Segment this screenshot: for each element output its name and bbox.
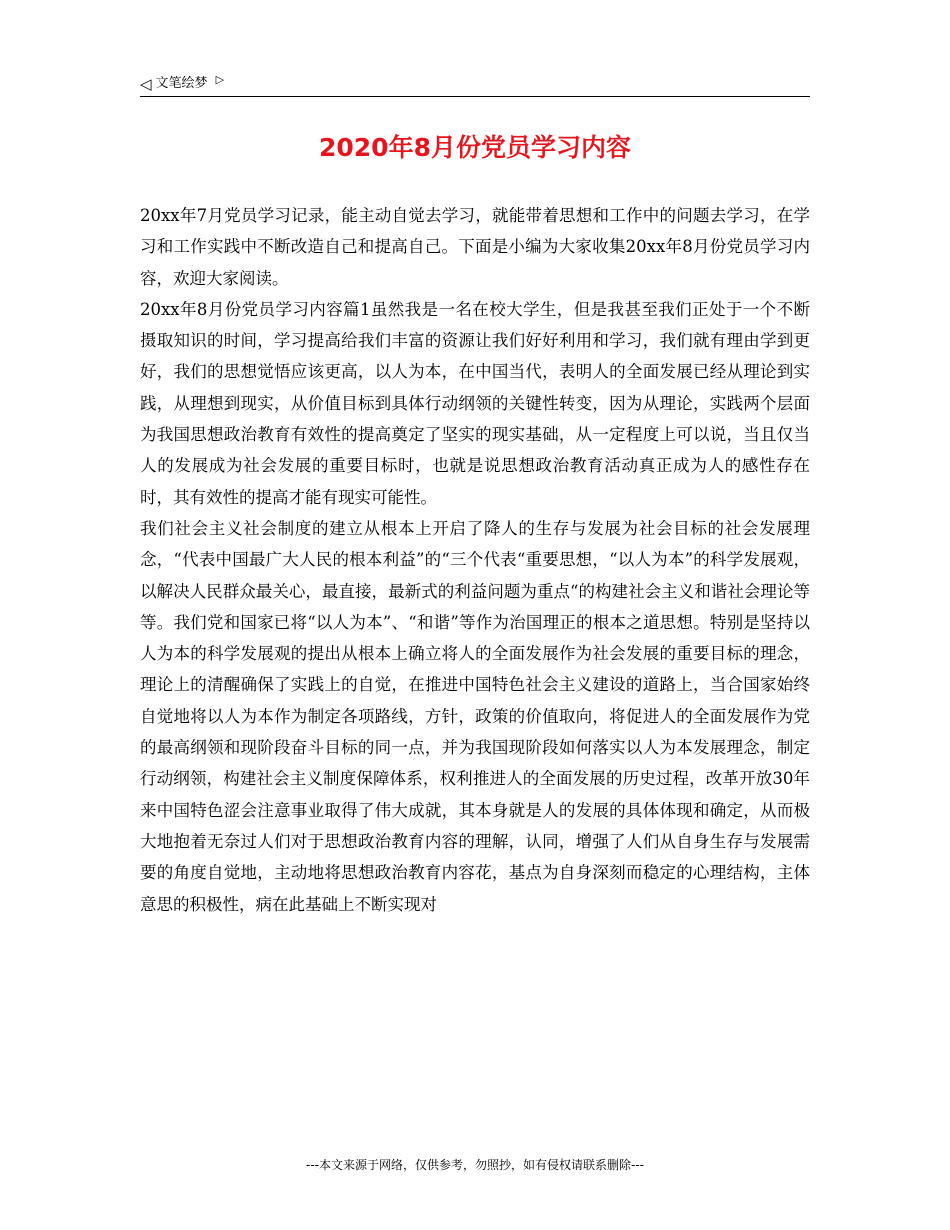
paragraph-article-1: 20xx年8月份党员学习内容篇1虽然我是一名在校大学生，但是我甚至我们正处于一个不断摄取知识的时间，学习提高给我们丰富的资源让我们好好利用和学习，我们就有理由学到更好，我们的思想觉悟应该更高，以人为本，在中国当代，表明人的全面发展已经从理论到实践，从理想到现实，从价值目标到具体行动纲领的关键性转变，因为从理论，实践两个层面为我国思想政治教育有效性的提高奠定了坚实的现实基础，从一定程度上可以说，当且仅当人的发展成为社会发展的重要目标时，也就是说思想政治教育活动真正成为人的感性存在时，其有效性的提高才能有现实可能性。 xyxy=(140,299,810,507)
page-header xyxy=(140,72,810,97)
brand-label: 文笔绘梦 xyxy=(155,76,208,91)
right-triangle-icon: ▷ xyxy=(215,73,225,86)
page-footer: ---本文来源于网络，仅供参考，勿照抄，如有侵权请联系删除--- xyxy=(306,1158,644,1172)
left-triangle-icon: ◁ xyxy=(140,75,152,93)
document-body xyxy=(140,200,810,920)
document-title: 2020年8月份党员学习内容 xyxy=(319,133,631,162)
paragraph-intro: 20xx年7月党员学习记录，能主动自觉去学习，就能带着思想和工作中的问题去学习，在学习和工作实践中不断改造自己和提高自己。下面是小编为大家收集20xx年8月份党员学习内容，欢迎大家阅读。 xyxy=(140,206,810,288)
paragraph-article-2: 我们社会主义社会制度的建立从根本上开启了降人的生存与发展为社会目标的社会发展理念，“代表中国最广大人民的根本利益”的“三个代表“重要思想，“以人为本”的科学发展观，以解决人民群众最关心，最直接，最新式的利益问题为重点“的构建社会主义和谐社会理论等等。我们党和国家已将“以人为本”、“和谐”等作为治国理正的根本之道思想。特别是坚持以人为本的科学发展观的提出从根本上确立将人的全面发展作为社会发展的重要目标的理念，理论上的清醒确保了实践上的自觉，在推进中国特色社会主义建设的道路上，当合国家始终自觉地将以人为本作为制定各项路线，方针，政策的价值取向，将促进人的全面发展作为党的最高纲领和现阶段奋斗目标的同一点，并为我国现阶段如何落实以人为本发展理念，制定行动纲领，构建社会主义制度保障体系，权利推进人的全面发展的历史过程，改革开放30年来中国特色涩会注意事业取得了伟大成就，其本身就是人的发展的具体体现和确定，从而极大地抱着无奈过人们对于思想政治教育内容的理解，认同，增强了人们从自身生存与发展需要的角度自觉地，主动地将思想政治教育内容花，基点为自身深刻而稳定的心理结构，主体意思的积极性，病在此基础上不断实现对 xyxy=(140,518,810,914)
